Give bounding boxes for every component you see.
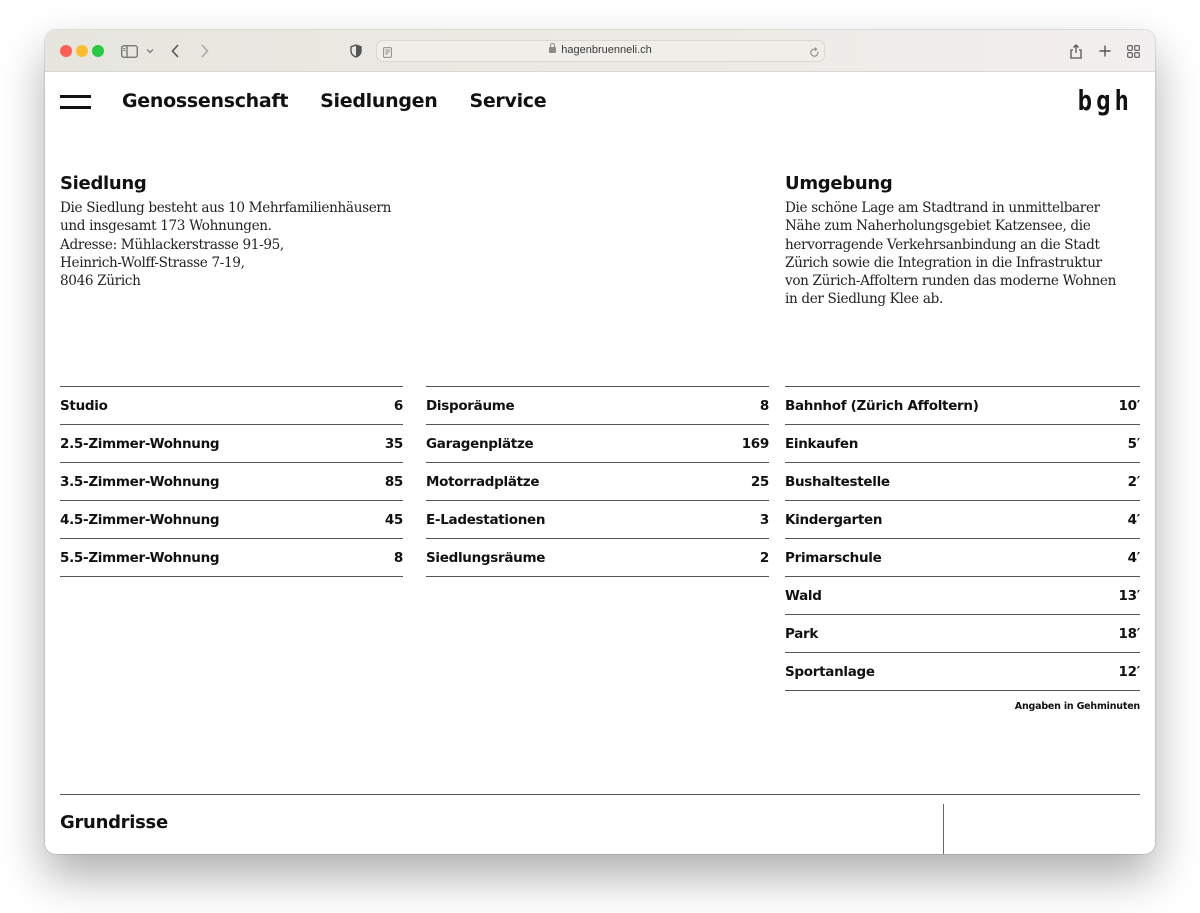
siedlung-section	[60, 173, 410, 290]
row-label: 3.5-Zimmer-Wohnung	[60, 473, 220, 490]
floorplan-line	[943, 804, 944, 854]
row-value: 169	[741, 435, 769, 452]
row-label: Bahnhof (Zürich Affoltern)	[785, 397, 979, 414]
tab-overview-icon[interactable]	[1127, 40, 1140, 62]
forward-icon[interactable]	[200, 40, 209, 62]
row-label: Wald	[785, 587, 822, 604]
hamburger-menu-icon[interactable]	[60, 95, 91, 109]
new-tab-icon[interactable]	[1099, 40, 1111, 62]
row-value: 35	[384, 435, 403, 452]
row-label: Kindergarten	[785, 511, 883, 528]
row-value: 85	[384, 473, 403, 490]
umgebung-title: Umgebung	[785, 173, 893, 194]
row-label: 2.5-Zimmer-Wohnung	[60, 435, 220, 452]
nav-service[interactable]: Service	[469, 90, 547, 112]
back-icon[interactable]	[171, 40, 180, 62]
close-window-button[interactable]	[60, 45, 72, 57]
walking-minutes-note: Angaben in Gehminuten	[1014, 701, 1140, 712]
logo[interactable]: bgh	[1077, 84, 1133, 118]
minimize-window-button[interactable]	[76, 45, 88, 57]
table-row	[426, 425, 769, 463]
row-label: Einkaufen	[785, 435, 859, 452]
row-value: 4′	[1127, 511, 1140, 528]
umgebung-section	[785, 173, 1145, 309]
lock-icon	[549, 47, 556, 53]
table-row	[785, 653, 1140, 691]
row-value: 5′	[1127, 435, 1140, 452]
chevron-down-icon[interactable]	[146, 40, 154, 62]
row-label: Bushaltestelle	[785, 473, 890, 490]
zoom-window-button[interactable]	[92, 45, 104, 57]
raeume-table	[426, 386, 769, 577]
row-value: 4′	[1127, 549, 1140, 566]
table-row	[60, 463, 403, 501]
row-label: Studio	[60, 397, 108, 414]
row-value: 13′	[1118, 587, 1140, 604]
table-row	[785, 539, 1140, 577]
row-value: 2′	[1127, 473, 1140, 490]
row-label: 5.5-Zimmer-Wohnung	[60, 549, 220, 566]
row-value: 2	[759, 549, 769, 566]
siedlung-title: Siedlung	[60, 173, 147, 194]
section-divider	[60, 794, 1140, 795]
sidebar-icon[interactable]	[121, 40, 138, 62]
row-label: Garagenplätze	[426, 435, 534, 452]
row-label: E-Ladestationen	[426, 511, 546, 528]
wohnungen-table	[60, 386, 403, 577]
row-value: 12′	[1118, 663, 1140, 680]
row-value: 3	[759, 511, 769, 528]
table-row	[785, 387, 1140, 425]
umgebung-text: Die schöne Lage am Stadtrand in unmittelbarer Nähe zum Naherholungsgebiet Katzensee, die hervorragende Verkehrsanbindung an die Stadt Zürich sowie die Integration in die Infrastruktur von Zürich-Affoltern runden das moderne Wohnen in der Siedlung Klee ab.	[785, 200, 1117, 308]
distanzen-table	[785, 386, 1140, 712]
siedlung-text: Die Siedlung besteht aus 10 Mehrfamilienhäusern und insgesamt 173 Wohnungen. Adresse: Mühlackerstrasse 91-95, Heinrich-Wolff-Strasse 7-19, 8046 Zürich	[60, 200, 391, 290]
nav-genossenschaft[interactable]: Genossenschaft	[122, 90, 289, 112]
row-label: Sportanlage	[785, 663, 875, 680]
table-row	[426, 387, 769, 425]
table-row	[60, 387, 403, 425]
table-row	[60, 425, 403, 463]
row-label: Primarschule	[785, 549, 882, 566]
table-row	[60, 501, 403, 539]
table-row	[426, 463, 769, 501]
row-label: Disporäume	[426, 397, 515, 414]
table-row	[785, 425, 1140, 463]
row-label: Park	[785, 625, 819, 642]
url-value: hagenbruenneli.ch	[561, 44, 652, 56]
table-row	[785, 577, 1140, 615]
row-value: 6	[393, 397, 403, 414]
table-row	[785, 463, 1140, 501]
privacy-shield-icon[interactable]	[350, 40, 362, 62]
browser-window	[45, 30, 1155, 854]
row-value: 10′	[1118, 397, 1140, 414]
url-text[interactable]	[377, 44, 824, 56]
table-row	[60, 539, 403, 577]
nav-siedlungen[interactable]: Siedlungen	[320, 90, 438, 112]
web-page	[45, 72, 1155, 854]
row-value: 8	[759, 397, 769, 414]
row-value: 25	[750, 473, 769, 490]
table-row	[426, 501, 769, 539]
share-icon[interactable]	[1070, 40, 1082, 62]
table-row	[785, 615, 1140, 653]
table-row	[426, 539, 769, 577]
address-bar[interactable]	[376, 40, 825, 62]
row-label: Siedlungsräume	[426, 549, 546, 566]
row-label: Motorradplätze	[426, 473, 540, 490]
row-value: 8	[393, 549, 403, 566]
main-nav	[122, 90, 546, 112]
row-value: 18′	[1118, 625, 1140, 642]
reload-icon[interactable]	[809, 41, 820, 63]
table-row	[785, 501, 1140, 539]
browser-toolbar	[45, 30, 1155, 72]
grundrisse-title: Grundrisse	[60, 812, 168, 833]
row-value: 45	[384, 511, 403, 528]
row-label: 4.5-Zimmer-Wohnung	[60, 511, 220, 528]
